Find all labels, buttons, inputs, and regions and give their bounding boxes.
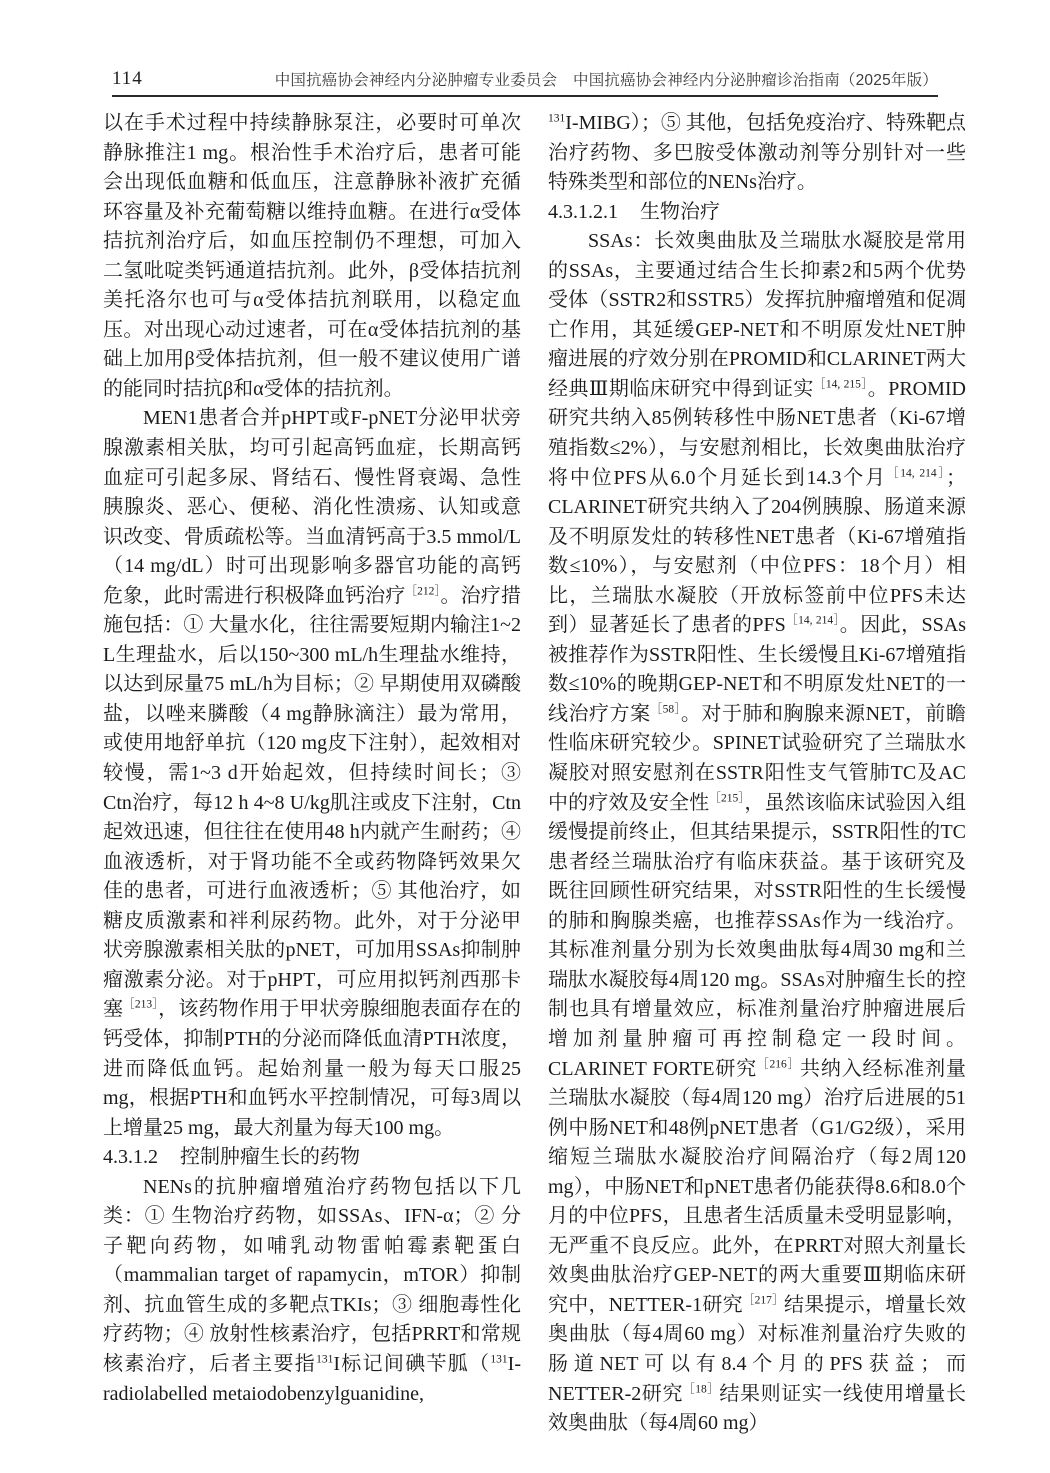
superscript: ［215］ (709, 791, 745, 804)
section-heading (103, 1143, 521, 1173)
superscript: ［212］ (405, 585, 441, 598)
column-left (103, 109, 521, 1439)
page-body (103, 109, 966, 1439)
superscript: ［213］ (123, 998, 159, 1011)
section-title: 控制肿瘤生长的药物 (180, 1146, 360, 1169)
header-divider (112, 95, 938, 97)
superscript: ［14, 214］ (886, 466, 947, 479)
section-number: 4.3.1.2 (103, 1146, 158, 1169)
page-number: 114 (112, 68, 143, 89)
paragraph: NENs的抗肿瘤增殖治疗药物包括以下几类：① 生物治疗药物，如SSAs、IFN-α；② 分子靶向药物，如哺乳动物雷帕霉素靶蛋白（mammalian target of rapamycin，mTOR）抑制剂、抗血管生成的多靶点TKIs；③ 细胞毒性化疗药物；④ 放射性核素治疗，包括PRRT和常规核素治疗，后者主要指$^{131}$I标记间碘苄胍（$^{131}$I-radiolabelled metaiodobenzylguanidine, (103, 1175, 521, 1405)
page-header (112, 68, 938, 97)
superscript: ［216］ (757, 1057, 800, 1070)
superscript: 131 (316, 1353, 334, 1366)
paragraph: 以在手术过程中持续静脉泵注，必要时可单次静脉推注1 mg。根治性手术治疗后，患者可能会出现低血糖和低血压，注意静脉补液扩充循环容量及补充葡萄糖以维持血糖。在进行α受体拮抗剂治疗后，如血压控制仍不理想，可加入二氢吡啶类钙通道拮抗剂。此外，β受体拮抗剂美托洛尔也可与α受体拮抗剂联用，以稳定血压。对出现心动过速者，可在α受体拮抗剂的基础上加用β受体拮抗剂，但一般不建议使用广谱的能同时拮抗β和α受体的拮抗剂。 (103, 112, 521, 400)
column-right (548, 109, 966, 1439)
superscript: 131 (490, 1353, 508, 1366)
paragraph: $^{131}$I-MIBG）；⑤ 其他，包括免疫治疗、特殊靶点治疗药物、多巴胺受体激动剂等分别针对一些特殊类型和部位的NENs治疗。 (548, 112, 966, 194)
running-header-title: 中国抗癌协会神经内分泌肿瘤专业委员会 中国抗癌协会神经内分泌肿瘤诊治指南（2025年版） (274, 72, 938, 89)
section-heading (548, 198, 966, 228)
section-title: 生物治疗 (640, 200, 720, 223)
superscript: 131 (548, 112, 566, 125)
paragraph: MEN1患者合并pHPT或F-pNET分泌甲状旁腺激素相关肽，均可引起高钙血症，长期高钙血症可引起多尿、肾结石、慢性肾衰竭、急性胰腺炎、恶心、便秘、消化性溃疡、认知或意识改变、骨质疏松等。当血清钙高于3.5 mmol/L（14 mg/dL）时可出现影响多器官功能的高钙危象，此时需进行积极降血钙治疗$^{[212]}$。治疗措施包括：① 大量水化，往往需要短期内输注1~2 L生理盐水，后以150~300 mL/h生理盐水维持，以达到尿量75 mL/h为目标；② 早期使用双磷酸盐，以唑来膦酸（4 mg静脉滴注）最为常用，或使用地舒单抗（120 mg皮下注射），起效相对较慢，需1~3 d开始起效，但持续时间长；③ Ctn治疗，每12 h 4~8 U/kg肌注或皮下注射，Ctn起效迅速，但往往在使用48 h内就产生耐药；④ 血液透析，对于肾功能不全或药物降钙效果欠佳的患者，可进行血液透析；⑤ 其他治疗，如糖皮质激素和袢利尿药物。此外，对于分泌甲状旁腺激素相关肽的pNET，可加用SSAs抑制肿瘤激素分泌。对于pHPT，可应用拟钙剂西那卡塞$^{[213]}$，该药物作用于甲状旁腺细胞表面存在的钙受体，抑制PTH的分泌而降低血清PTH浓度，进而降低血钙。起始剂量一般为每天口服25 mg，根据PTH和血钙水平控制情况，可每3周以上增量25 mg，最大剂量为每天100 mg。 (103, 407, 522, 1139)
paragraph: SSAs：长效奥曲肽及兰瑞肽水凝胶是常用的SSAs，主要通过结合生长抑素2和5两个优势受体（SSTR2和SSTR5）发挥抗肿瘤增殖和促凋亡作用，其延缓GEP-NET和不明原发灶NET肿瘤进展的疗效分别在PROMID和CLARINET两大经典Ⅲ期临床研究中得到证实$^{[14, 215]}$。PROMID研究共纳入85例转移性中肠NET患者（Ki-67增殖指数≤2%），与安慰剂相比，长效奥曲肽治疗将中位PFS从6.0个月延长到14.3个月$^{[14, 214]}$；CLARINET研究共纳入了204例胰腺、肠道来源及不明原发灶的转移性NET患者（Ki-67增殖指数≤10%），与安慰剂（中位PFS：18个月）相比，兰瑞肽水凝胶（开放标签前中位PFS未达到）显著延长了患者的$PFS^{[14, 214]}$。因此，SSAs被推荐作为SSTR阳性、生长缓慢且Ki-67增殖指数≤10%的晚期GEP-NET和不明原发灶NET的一线治疗方案$^{[58]}$。对于肺和胸腺来源NET，前瞻性临床研究较少。SPINET试验研究了兰瑞肽水凝胶对照安慰剂在SSTR阳性支气管肺TC及AC中的疗效及安全性$^{[215]}$，虽然该临床试验因入组缓慢提前终止，但其结果提示，SSTR阳性的TC患者经兰瑞肽治疗有临床获益。基于该研究及既往回顾性研究结果，对SSTR阳性的生长缓慢的肺和胸腺类癌，也推荐SSAs作为一线治疗。其标准剂量分别为长效奥曲肽每4周30 mg和兰瑞肽水凝胶每4周120 mg。SSAs对肿瘤生长的控制也具有增量效应，标准剂量治疗肿瘤进展后增加剂量肿瘤可再控制稳定一段时间。CLARINET FORTE研究$^{[216]}$共纳入经标准剂量兰瑞肽水凝胶（每4周120 mg）治疗后进展的51例中肠NET和48例pNET患者（G1/G2级），采用缩短兰瑞肽水凝胶治疗间隔治疗（每2周120 mg），中肠NET和pNET患者仍能获得8.6和8.0个月的中位PFS，且患者生活质量未受明显影响，无严重不良反应。此外，在PRRT对照大剂量长效奥曲肽治疗GEP-NET的两大重要Ⅲ期临床研究中，NETTER-1研究$^{[217]}$结果提示，增量长效奥曲肽（每4周60 mg）对标准剂量治疗失败的肠道NET可以有8.4个月的PFS获益；而NETTER-2研究$^{[18]}$结果则证实一线使用增量长效奥曲肽（每4周60 mg） (548, 230, 967, 1435)
superscript: ［14, 214］ (785, 614, 840, 627)
superscript: ［14, 215］ (813, 378, 868, 391)
section-number: 4.3.1.2.1 (548, 200, 618, 223)
superscript: ［58］ (650, 703, 681, 716)
superscript: ［18］ (683, 1382, 720, 1395)
superscript: ［217］ (742, 1294, 784, 1307)
